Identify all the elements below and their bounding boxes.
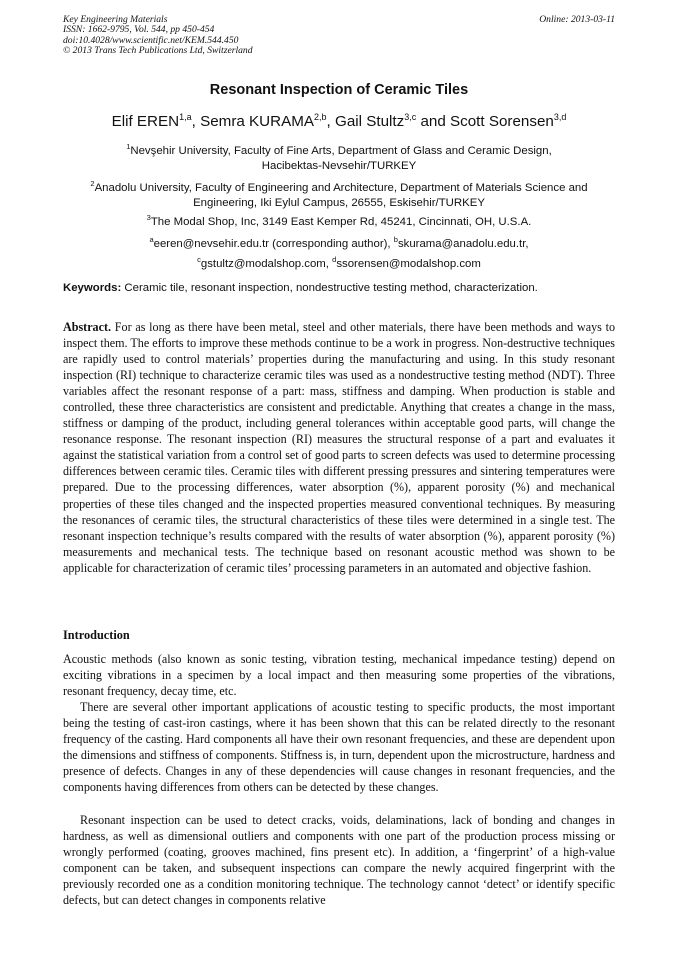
author-name: Semra KURAMA — [200, 113, 315, 131]
affiliation-text: The Modal Shop, Inc, 3149 East Kemper Rd, 45241, Cincinnati, OH, U.S.A. — [150, 215, 532, 228]
email-mark: b — [393, 235, 398, 244]
affiliation-text: Anadolu University, Faculty of Engineering and Architecture, Department of Materials Science and — [94, 181, 588, 194]
email-c[interactable]: gstultz@modalshop.com, — [200, 257, 333, 270]
email-d[interactable]: ssorensen@modalshop.com — [336, 257, 481, 270]
keywords — [63, 282, 623, 294]
author-affil-mark: 3,c — [404, 112, 417, 122]
keywords-text: Ceramic tile, resonant inspection, nondestructive testing method, characterization. — [121, 282, 538, 294]
email-b[interactable]: skurama@anadolu.edu.tr, — [397, 237, 529, 250]
keywords-label: Keywords: — [63, 282, 122, 294]
journal-name: Key Engineering Materials — [63, 14, 168, 25]
journal-copyright: © 2013 Trans Tech Publications Ltd, Switzerland — [63, 45, 253, 57]
journal-issn: ISSN: 1662-9795, Vol. 544, pp 450-454 — [63, 24, 215, 36]
author-affil-mark: 1,a — [179, 112, 192, 122]
abstract — [63, 319, 615, 576]
author-separator: , — [191, 113, 201, 131]
affiliation-text-line2: Engineering, Iki Eylul Campus, 26555, Eskisehir/TURKEY — [193, 196, 485, 209]
affiliation-text: Nevşehir University, Faculty of Fine Arts, Department of Glass and Ceramic Design, — [130, 144, 552, 157]
affiliation-1 — [50, 139, 628, 174]
online-date: Online: 2013-03-11 — [539, 14, 615, 25]
author-separator: , — [326, 113, 335, 131]
affiliation-3 — [50, 210, 628, 230]
introduction-heading: Introduction — [63, 628, 130, 642]
affiliation-number: 3 — [146, 213, 151, 222]
journal-header — [63, 15, 253, 57]
affiliation-2 — [50, 176, 628, 211]
email-mark: c — [197, 254, 201, 264]
author-name: Scott Sorensen — [450, 113, 554, 131]
author-affil-mark: 3,d — [553, 112, 567, 122]
paper-title: Resonant Inspection of Ceramic Tiles — [209, 82, 469, 98]
email-mark: d — [332, 254, 337, 264]
affiliation-number: 2 — [90, 179, 95, 188]
affiliation-text-line2: Hacibektas-Nevsehir/TURKEY — [261, 159, 417, 172]
email-mark: a — [149, 235, 154, 244]
author-name: Gail Stultz — [335, 113, 405, 131]
author-emails — [50, 232, 628, 272]
journal-doi: doi:10.4028/www.scientific.net/KEM.544.450 — [63, 34, 239, 46]
abstract-text: For as long as there have been metal, steel and other materials, there have been methods and ways to inspect them. The efforts to improve these methods continue to be a work in progress. Non-destructive techniques are rapidly used to control materials’ properties during the manufacturing and using. In this study resonant inspection (RI) technique to characterize ceramic tiles was used as a nondestructive testing method (NDT). Three variables affect the resonant response of a part: mass, stiffness and damping. When production is stable and controlled, these three characteristics are consistent and predictable. Anything that creates a change in the mass, stiffness or damping of the product, including general tolerances within acceptable good parts, will change the resonance response. The resonant inspection (RI) measures the structural response of a part and evaluates it against the statistical variation from a control set of good parts to screen defects was used to determine processing differences between ceramic tiles. Ceramic tiles with different pressing pressures and sintering temperatures were prepared. Due to the processing differences, water absorption (%), apparent porosity (%) and mechanical properties of these tiles changed and the inspected properties measured conventional techniques. By measuring the resonances of ceramic tiles, the structural characteristics of these tiles were determined in a single test. The resonant inspection technique’s results compared with the results of water absorption (%), apparent porosity (%) measurements and mechanical tests. The technique based on resonant acoustic method was shown to be applicable for characterization of ceramic tiles’ processing parameters in an automated and objective fashion. — [63, 320, 615, 575]
intro-paragraph-3: Resonant inspection can be used to detect cracks, voids, delaminations, lack of bonding and changes in hardness, as well as dimensional outliers and components with one part of the production process missing or wrongly performed (coating, grooves machined, fins present etc). In addition, a ‘fingerprint’ of a high-value component can be taken, and subsequent inspections can compare the newly acquired fingerprint with the previously recorded one as a condition monitoring technique. The technology cannot ‘detect’ or identify specific defects, but can detect changes in components relative — [63, 813, 615, 908]
email-a[interactable]: eeren@nevsehir.edu.tr (corresponding author), — [153, 237, 394, 250]
author-affil-mark: 2,b — [314, 112, 327, 122]
author-list — [0, 112, 678, 130]
affiliation-number: 1 — [126, 142, 131, 151]
intro-paragraph-1: Acoustic methods (also known as sonic testing, vibration testing, mechanical impedance testing) depend on exciting vibrations in a specimen by a local impact and then measuring some properties of the vibrations, resonant frequency, decay time, etc. — [63, 652, 615, 699]
intro-paragraph-2: There are several other important applications of acoustic testing to specific products, the most important being the testing of cast-iron castings, where it has been shown that this can be related directly to the resonant frequency of the casting. Hard components all have their own resonant frequencies, and these are dependent upon the dimensions and stiffness of components. Stiffness is, in turn, dependent upon the microstructure, hardness and presence of defects. Changes in any of these dependencies will cause changes in resonant frequencies, and the components having differences from others can be detected by these changes. — [63, 700, 615, 795]
author-separator: and — [416, 113, 451, 131]
author-name: Elif EREN — [111, 113, 180, 131]
abstract-label: Abstract. — [63, 320, 112, 334]
